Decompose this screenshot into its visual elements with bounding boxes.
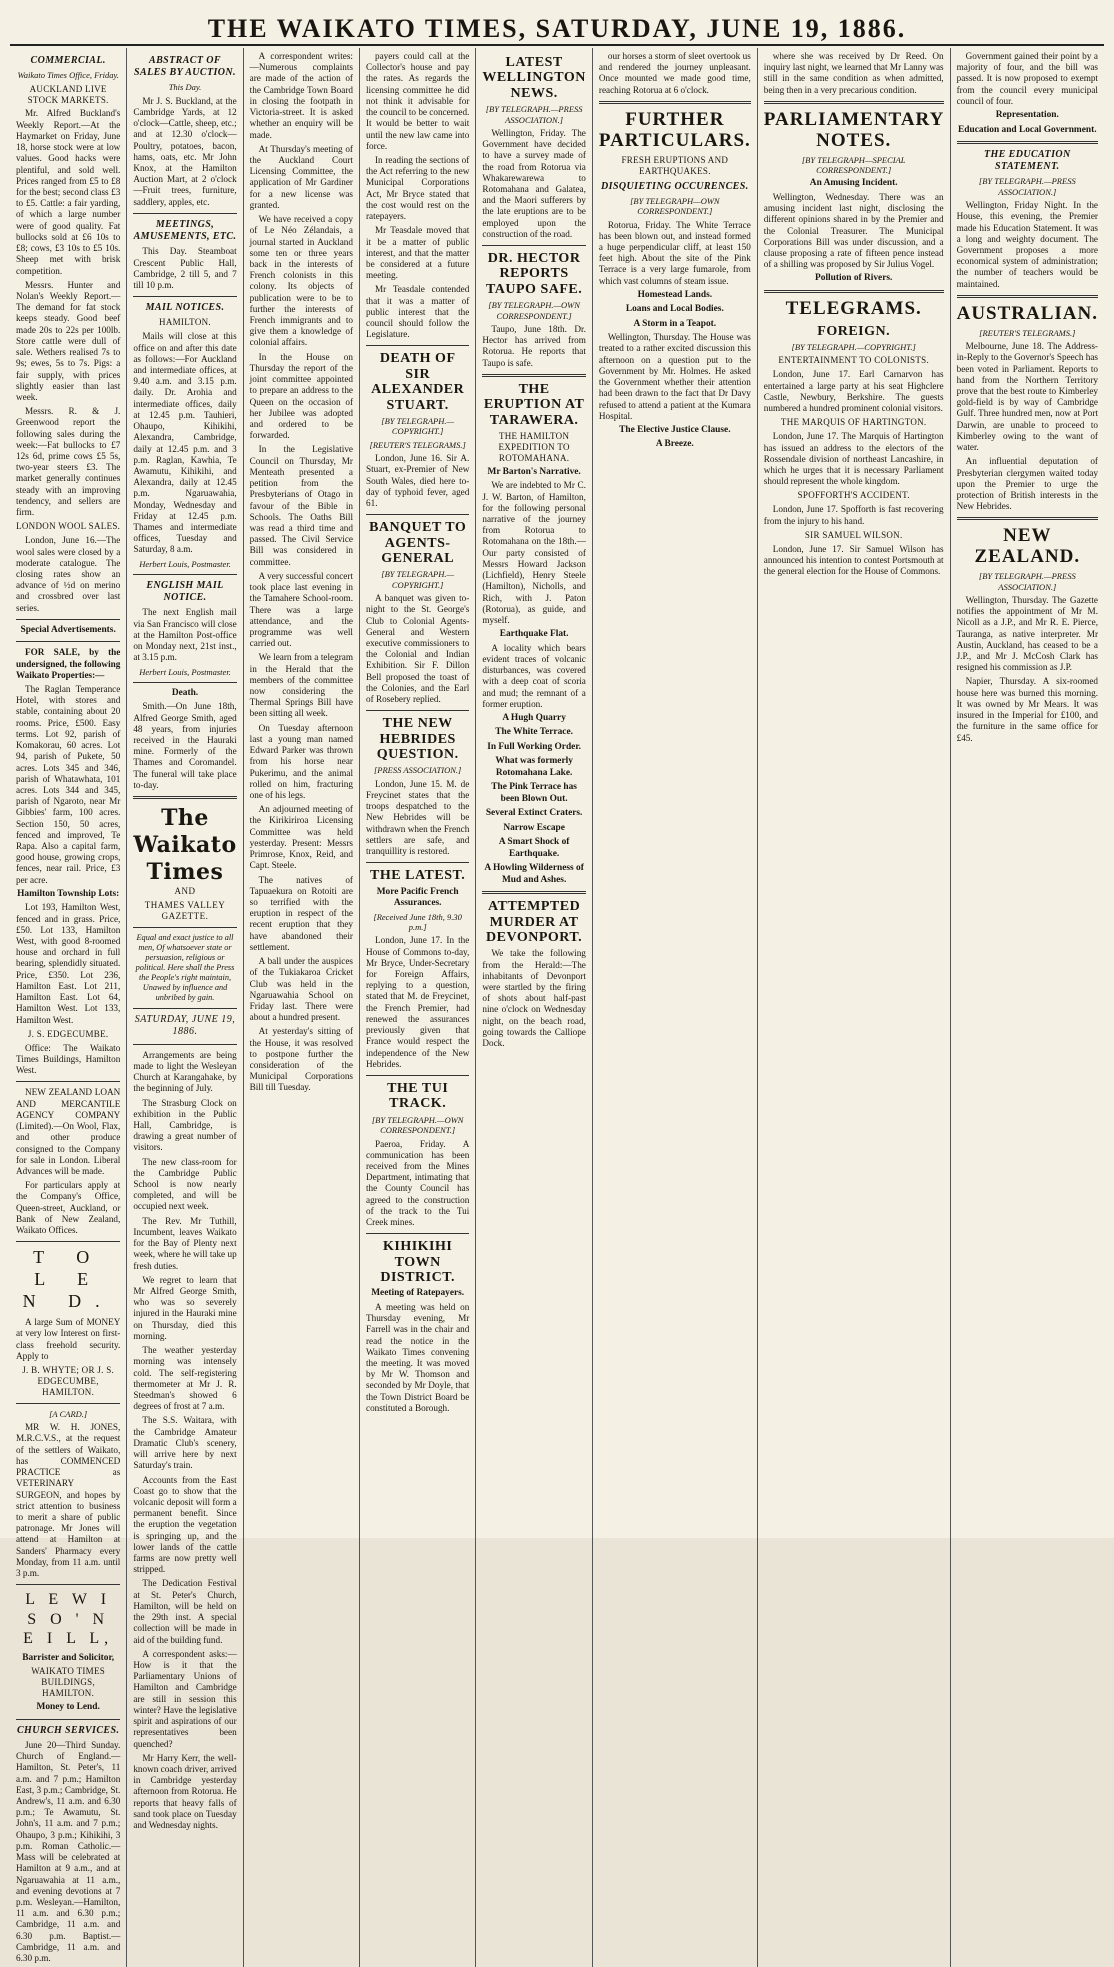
divider [366, 1233, 469, 1234]
earthquake-flat-heading: Earthquake Flat. [499, 629, 569, 640]
press-credit: [BY TELEGRAPH.—COPYRIGHT.] [791, 342, 916, 353]
breeze-heading: A Breeze. [655, 439, 694, 450]
card-label: [A CARD.] [49, 1408, 88, 1419]
education-local-heading: Education and Local Government. [958, 124, 1097, 135]
to-lend-heading: T O L E N D. [22, 1247, 114, 1312]
hector-heading: DR. HECTOR REPORTS TAUPO SAFE. [485, 251, 583, 297]
press-credit: [REUTER'S TELEGRAMS.] [979, 327, 1076, 338]
tui-track-heading: THE TUI TRACK. [387, 1081, 449, 1112]
divider [764, 290, 944, 293]
mail-place: HAMILTON. [159, 317, 211, 328]
press-credit: [BY TELEGRAPH—SPECIAL CORRESPONDENT.] [801, 154, 906, 176]
stock-report-3: Messrs. R. & J. Greenwood report the following sales during the week:—Fat bullocks to £7 12s 6d, prime cows £5 5s, two-year steers £3. The market generally continues steady with an improving tendency, and sellers are firm. [16, 406, 121, 518]
disquieting-heading: DISQUIETING OCCURENCES. [601, 180, 749, 192]
parliament-continued: Government gained their point by a majority of four, and the bill was passed. It is now proposed to exempt from the council every municipal council of four. [956, 51, 1098, 106]
extinct-craters-heading: Several Extinct Craters. [485, 808, 583, 819]
local-news-8: Accounts from the East Coast go to show that the volcanic deposit will form a permanent benefit. Since the eruption the vegetation is springing up, and the lower lands of the cattle farms are now pretty well stripped. [133, 1474, 237, 1575]
spofforth-heading: SPOFFORTH'S ACCIDENT. [797, 490, 910, 501]
column-8 [950, 48, 1104, 1967]
council-report-2: In reading the sections of the Act referring to the new Municipal Corporations Act, Mr Bryce stated that the cost would rest on the ratepayers. [366, 154, 470, 222]
township-lots-heading: Hamilton Township Lots: [17, 888, 120, 899]
local-news-3: The new class-room for the Cambridge Public School is now nearly completed, and will be occupied next week. [133, 1156, 237, 1212]
church-services-body: June 20—Third Sunday. Church of England.—Hamilton, St. Peter's, 11 a.m. and 7 p.m.; Hamilton East, 3 p.m.; Cambridge, St. Andrew's, 11 a.m. and 6.30 p.m.; Te Awamutu, St. John's, 11 a.m. and 7 p.m.; Ohaupo, 3 p.m.; Kihikihi, 3 p.m. Roman Catholic.—Mass will be celebrated at Hamilton at 9 a.m., and at Ngaruawahia at 11 a.m., and evening devotions at 7 p.m. Wesleyan.—Hamilton, 11 a.m. and 6.30 p.m.; Cambridge, 11 a.m. and 6.30 p.m. Baptist.—Cambridge, 11 a.m. and 6.30 p.m. [16, 1739, 121, 1964]
edgecumbe-office: Office: The Waikato Times Buildings, Hamilton West. [16, 1042, 121, 1076]
new-zealand-body: Wellington, Thursday. The Gazette notifies the appointment of Mr M. Nicoll as a J.P., and Mr R. E. Pierce, Tauranga, as native interpreter. Mr Austin, Auckland, has ceased to be a J.P., and Mr J. McCosh Clark has resigned his commission as J.P. [956, 594, 1098, 673]
pink-terrace-heading: The Pink Terrace has been Blown Out. [491, 782, 577, 804]
divider [482, 891, 586, 894]
further-particulars-body: Rotorua, Friday. The White Terrace has been blown out, and instead formed a huge perpendicular cliff, at least 150 feet high. About the site of the Pink Terrace is a very large fumarole, from which vast columns of steam issue. [598, 219, 751, 286]
spofforth-body: London, June 17. Spofforth is fast recovering from the injury to his hand. [763, 504, 944, 526]
local-news-10: A correspondent asks:—How is it that the Parliamentary Unions of Hamilton and Cambridge are still in session this winter? Have the legislative spirit and aspirations of our representatives been quenched? [133, 1648, 237, 1749]
column-6 [592, 48, 757, 1967]
local-news-18: We learn from a telegram in the Herald that the members of the committee now considering the Thermal Springs Bill have been sitting all week. [249, 652, 353, 719]
for-sale-ad: FOR SALE, by the undersigned, the following Waikato Properties:— [16, 647, 121, 680]
divider [133, 796, 236, 799]
wellington-news-body: Wellington, Friday. The Government have decided to have a survey made of the road from Rotorua via Whakarewarewa to Rotomahana and Galatea, and the Maori sufferers by the late eruptions are to be employed upon the construction of the road. [482, 127, 586, 239]
barton-narrative: We are indebted to Mr C. J. W. Barton, of Hamilton, for the following personal narrative of the journey from Rotorua to Rotomahana on the 18th.—Our party consisted of Messrs Howard Jackson (Lichfield), Henry Steele (Hamilton), Nicholls, and Rich, with J. Paton (Rotorua), as guide, and myself. [482, 480, 586, 626]
nz-loan-ad: NEW ZEALAND LOAN AND MERCANTILE AGENCY COMPANY (Limited).—On Wool, Flax, and other produce consigned to the Company for sale in London. Liberal Advances will be made. [16, 1087, 121, 1176]
devonport-continued: where she was received by Dr Reed. On inquiry last night, we learned that Mr Lanny was still in the same condition as when admitted, being then in a very precarious condition. [763, 51, 944, 95]
local-news-15: In the House on Thursday the report of the joint committee appointed to prepare an address to the Queen on the occasion of her Jubilee was adopted and ordered to be forwarded. [249, 351, 353, 441]
oneill-address: WAIKATO TIMES BUILDINGS, HAMILTON. [31, 1666, 106, 1699]
education-statement-body: Wellington, Friday Night. In the House, this evening, the Premier made his Education Statement. It was a long and weighty document. The Government proposes a more economical system of administration; the number of teachers would be maintained. [956, 200, 1098, 289]
to-lend-body: A large Sum of MONEY at very low Interest on first-class freehold security. Apply to [16, 1317, 121, 1361]
death-notice: Smith.—On June 18th, Alfred George Smith, aged 48 years, from injuries received in the Hauraki mine. Formerly of the Thames and Coromandel. The funeral will take place to-day. [133, 701, 237, 790]
issue-dateline: SATURDAY, JUNE 19, 1886. [134, 1014, 236, 1038]
hebrides-body: London, June 15. M. de Freycinet states that the troops despatched to the New Hebrides will be withdrawn when the French settlers are safe, and tranquillity is restored. [366, 778, 470, 857]
local-news-23: At yesterday's sitting of the House, it was resolved to postpone further the consideration of the Municipal Corporations Bill till Tuesday. [249, 1026, 353, 1093]
divider [957, 141, 1098, 144]
edgecumbe-signature: J. S. EDGECUMBE. [27, 1028, 109, 1039]
full-working-heading: In Full Working Order. [487, 741, 581, 752]
auction-abstract-heading: ABSTRACT OF SALES BY AUCTION. [134, 55, 236, 79]
press-credit: [BY TELEGRAPH—OWN CORRESPONDENT.] [630, 195, 720, 217]
hartington-body: London, June 17. The Marquis of Hartington has issued an address to the electors of the Rossendale division of northeast Lancashire, in which he urges that it is necessary Parliament should represent the whole kingdom. [763, 431, 944, 487]
teapot-body: Wellington, Thursday. The House was treated to a rather excited discussion this afternoon on a question put to the Government by Mr. Holmes. He asked the Government whether their attention had been drawn to the fact that Dr Davy refused to attend a patient at the Kumara Hospital. [598, 332, 751, 421]
divider [133, 296, 236, 297]
teapot-heading: A Storm in a Teapot. [633, 318, 717, 329]
parliamentary-notes-heading: PARLIAMENTARY NOTES. [763, 108, 945, 151]
wilderness-heading: A Howling Wilderness of Mud and Ashes. [484, 863, 584, 885]
quarry-heading: A Hugh Quarry [502, 713, 566, 724]
column-4 [359, 48, 475, 1967]
representation-heading: Representation. [995, 110, 1059, 121]
narrative-continued: our horses a storm of sleet overtook us and rendered the journey unpleasant. Once mounted we made good time, reaching Rotorua at 6 o'clock. [598, 51, 751, 95]
divider [764, 101, 944, 104]
parliamentary-notes-body: Wellington, Wednesday. There was an amusing incident last night, disclosing the different opinions shared in by the Premier and the Colonial Treasurer. The Municipal Corporations Bill was under discussion, and a clause proposing a rate of fifteen pence instead of a shilling was proposed by Sir Julius Vogel. [763, 191, 944, 270]
australian-body: Melbourne, June 18. The Address-in-Reply to the Governor's Speech has been voted in Parliament. Reports to hand from the Northern Territory prove that the best route to Kimberley gold-field is by way of Cambridge Gulf. Three hundred men, now at Port Darwin, are unable to proceed to Kimberley owing to the want of water. [956, 341, 1098, 453]
local-news-7: The S.S. Waitara, with the Cambridge Amateur Dramatic Club's scenery, will arrive here by next Saturday's train. [133, 1415, 237, 1471]
this-day-label: This Day. [168, 82, 202, 93]
wool-sales-heading: LONDON WOOL SALES. [16, 521, 121, 532]
masthead-rule [10, 44, 1104, 46]
received-note: [Received June 18th, 9.30 p.m.] [373, 911, 462, 933]
divider [957, 517, 1098, 520]
homestead-heading: Homestead Lands. [637, 289, 713, 300]
stock-markets-heading: AUCKLAND LIVE STOCK MARKETS. [27, 83, 109, 105]
pollution-heading: Pollution of Rivers. [815, 273, 893, 284]
divider [366, 1075, 469, 1076]
further-particulars-heading: FURTHER PARTICULARS. [598, 108, 751, 151]
death-heading: Death. [171, 687, 199, 698]
education-statement-heading: THE EDUCATION STATEMENT. [984, 149, 1071, 173]
napier-fire: Napier, Thursday. A six-roomed house here was burned this morning. It was owned by Mr Mears. It was insured in the Imperial for £100, and the furniture in the same office for £45. [956, 676, 1098, 743]
french-assurances-heading: More Pacific French Assurances. [376, 886, 459, 909]
columns [10, 48, 1104, 1964]
kihikihi-body: A meeting was held on Thursday evening, Mr Farrell was in the chair and read the notice in the Waikato Times convening the meeting. It was moved by Mr W. Thomson and seconded by Mr Doyle, that the Town District Board be constituted a Borough. [366, 1301, 470, 1413]
local-news-17: A very successful concert took place last evening in the Tamahere School-room. There was a large attendance, and the programme was well carried out. [249, 570, 353, 649]
local-news-12: A correspondent writes:—Numerous complaints are made of the action of the Cambridge Town Board in closing the footpath in Victoria-street. It is asked whether an enquiry will be made. [249, 51, 353, 140]
nameplate-subtitle: THAMES VALLEY GAZETTE. [144, 899, 226, 921]
wool-report: London, June 16.—The wool sales were closed by a moderate catalogue. The closing rates show an advance of ½d on merino and crossbred over last series. [16, 535, 121, 613]
french-assurances-body: London, June 17. In the House of Commons to-day, Mr Bryce, Under-Secretary for Foreign Affairs, replying to a question, stated that M. de Freycinet, the French Premier, had renewed the assurances previously given that France would respect the independence of the New Hebrides. [366, 935, 470, 1069]
new-zealand-heading: NEW ZEALAND. [974, 525, 1081, 568]
divider [16, 1403, 120, 1404]
mail-notices-heading: MAIL NOTICES. [145, 302, 225, 314]
divider [957, 295, 1098, 298]
auction-abstract-body: Mr J. S. Buckland, at the Cambridge Yards, at 12 o'clock—Cattle, sheep, etc.; and at 12.30 o'clock—Poultry, potatoes, bacon, hams, oats, etc. Mr John Knox, at the Hamilton Auction Mart, at 2 o'clock—Fruit trees, furniture, saddlery, apples, etc. [133, 95, 237, 207]
local-news-14: We have received a copy of Le Néo Zélandais, a journal started in Auckland some ten or three years back in the interests of French colonists in this colony. Its objects of publication were to be to further the interests of French immigrants and to give them a knowledge of colonial affairs. [249, 214, 353, 348]
hector-body: Taupo, June 18th. Dr. Hector has arrived from Rotorua. He reports that Taupo is safe. [482, 323, 586, 368]
meetings-heading: MEETINGS, AMUSEMENTS, ETC. [133, 218, 237, 243]
divider [366, 345, 469, 346]
nameplate-and: AND [174, 885, 196, 896]
further-particulars-subheading: FRESH ERUPTIONS AND EARTHQUAKES. [621, 154, 729, 176]
local-news-11: Mr Harry Kerr, the well-known coach driver, arrived in Cambridge yesterday afternoon from Rotorua. He reports that heavy falls of sand took place on Tuesday and Wednesday nights. [133, 1752, 237, 1831]
divider [133, 927, 236, 928]
divider [16, 619, 120, 620]
english-mail-body: The next English mail via San Francisco will close at the Hamilton Post-office on Monday next, 21st inst., at 3.15 p.m. [133, 607, 237, 663]
divider [133, 574, 236, 575]
amusing-incident-heading: An Amusing Incident. [809, 178, 898, 189]
column-7 [757, 48, 950, 1967]
divider [16, 641, 120, 642]
hartington-heading: THE MARQUIS OF HARTINGTON. [780, 417, 927, 428]
tui-track-body: Paeroa, Friday. A communication has been received from the Mines Department, intimating that the County Council has agreed to the construction of the track to the Tui Creek mines. [366, 1138, 470, 1228]
mail-notices-body: Mails will close at this office on and after this date as follows:—For Auckland and intermediate offices, at 9.40 a.m. and 3.15 p.m. daily. Dr. Arohia and intermediate offices, daily at 12.45 p.m. Tauhieri, Ohaupo, Kihikihi, Alexandra, Cambridge, daily at 12.45 p.m. and 3 p.m. Raglan, Kawhia, Te Awamutu, Kihikihi, and Alexandra, daily at 12.45 p.m. Ngaruawahia, Monday, Wednesday and Friday at 12.45 p.m. Thames and intermediate offices, Tuesday and Saturday, 8 a.m. [133, 331, 237, 555]
press-credit: [BY TELEGRAPH.—PRESS ASSOCIATION.] [978, 176, 1076, 197]
narrow-escape-heading: Narrow Escape [503, 822, 565, 833]
money-to-lend: Money to Lend. [36, 1702, 100, 1713]
divider [133, 1044, 236, 1045]
hebrides-heading: THE NEW HEBRIDES QUESTION. [376, 716, 459, 763]
stock-report-1: Mr. Alfred Buckland's Weekly Report.—At the Haymarket on Friday, June 18, horse stock were at low values. Good hacks were plentiful, and sold well. Prices ranged from £5 to £8 for the best; second class £3 to £5. Cattle: a fair yarding, of which a large number were of good quality. Fat bullocks sold at £6 10s to £8; cows, £3 10s to £5 10s. Sheep met with brisk competition. [16, 108, 121, 276]
motto: Equal and exact justice to all men, Of whatsoever state or persuasion, religious or political. Here shall the Press the People's right maintain, Unawed by influence and unbribed by gain. [135, 932, 235, 1003]
meetings-body: This Day. Steamboat Crescent Public Hall, Cambridge, 2 till 5, and 7 till 10 p.m. [133, 246, 237, 290]
press-credit: [BY TELEGRAPH.—PRESS ASSOCIATION.] [485, 104, 583, 125]
divider [482, 245, 586, 246]
local-news-13: At Thursday's meeting of the Auckland Court Licensing Committee, the application of Mr Gardiner for a new license was granted. [249, 143, 353, 210]
latest-heading: THE LATEST. [370, 868, 466, 884]
divider [599, 101, 751, 104]
banquet-body: A banquet was given to-night to the St. George's Club to Colonial Agents-General and Western executive commissioners to the Colonial and Indian Exhibition. Sir F. Dillon Bell proposed the toast of the Colonies, and the Earl of Rosebery replied. [366, 593, 470, 705]
oneill-heading: L E W I S O ' N E I L L, [23, 1591, 114, 1648]
press-credit: [PRESS ASSOCIATION.] [373, 765, 462, 776]
oneill-title: Barrister and Solicitor, [22, 1652, 115, 1663]
divider [133, 1008, 236, 1009]
local-news-21: The natives of Tapuaekura on Rotoiti are so terrified with the eruption in respect of the recent eruption that they have abandoned their settlement. [249, 874, 353, 952]
stock-report-2: Messrs. Hunter and Nolan's Weekly Report.—The demand for fat stock keeps steady. Good beef made 20s to 22s per 100lb. Store cattle were dull of sale. Wethers realised 7s to 9s; ewes, 5s to 7s. Pigs: a fair supply, with prices slightly easier than last week. [16, 279, 121, 402]
press-credit: [BY TELEGRAPH.—COPYRIGHT.] [381, 569, 455, 590]
local-news-2: The Strasburg Clock on exhibition in the Public Hall, Cambridge, is drawing a great number of visitors. [133, 1097, 237, 1153]
barton-heading: Mr Barton's Narrative. [487, 466, 581, 477]
local-news-22: A ball under the auspices of the Tukiakaroa Cricket Club was held in the Ngaruawahia School on Friday last. There were about a hundred present. [249, 956, 353, 1023]
telegrams-heading: TELEGRAMS. [785, 297, 922, 319]
divider [366, 514, 469, 515]
divider [366, 710, 469, 711]
column-1 [10, 48, 126, 1967]
veterinary-ad: MR W. H. JONES, M.R.C.V.S., at the request of the settlers of Waikato, has COMMENCED PRACTICE as VETERINARY SURGEON, and hopes by strict attention to business to merit a share of public patronage. Mr Jones will attend at Hamilton at Sanders' Pharmacy every Monday, from 11 a.m. until 3 p.m. [16, 1422, 121, 1579]
devonport-body: We take the following from the Herald:—The inhabitants of Devonport were startled by the firing of shots about half-past nine o'clock on Wednesday night, on the beach road, going towards the Calliope Dock. [482, 948, 586, 1049]
expedition-heading: THE HAMILTON EXPEDITION TO ROTOMAHANA. [498, 431, 570, 463]
column-5 [475, 48, 592, 1967]
foreign-heading: FOREIGN. [817, 323, 891, 339]
column-2 [126, 48, 242, 1967]
eruption-heading: THE ERUPTION AT TARAWERA. [483, 381, 585, 428]
rotomahana-lake-heading: What was formerly Rotomahana Lake. [495, 756, 573, 778]
elective-justice-heading: The Elective Justice Clause. [619, 424, 731, 435]
local-news-1: Arrangements are being made to light the Wesleyan Church at Karangahake, by the beginning of July. [133, 1049, 237, 1094]
entertainment-heading: ENTERTAINMENT TO COLONISTS. [778, 355, 929, 366]
wellington-news-heading: LATEST WELLINGTON NEWS. [482, 55, 586, 101]
australian-heading: AUSTRALIAN. [956, 302, 1098, 324]
local-news-6: The weather yesterday morning was intensely cold. The self-registering thermometer at Mr J. R. Steedman's showed 6 degrees of frost at 7 a.m. [133, 1345, 237, 1412]
wilson-heading: SIR SAMUEL WILSON. [804, 529, 903, 540]
local-news-5: We regret to learn that Mr Alfred George Smith, who was so severely injured in the Hauraki mine on Thursday, died this morning. [133, 1274, 237, 1341]
divider [133, 682, 236, 683]
press-credit: [BY TELEGRAPH.—OWN CORRESPONDENT.] [371, 1114, 464, 1136]
divider [366, 862, 469, 863]
commercial-subheading: Waikato Times Office, Friday. [17, 70, 119, 81]
divider [16, 1241, 120, 1242]
english-mail-heading: ENGLISH MAIL NOTICE. [146, 580, 224, 604]
masthead: THE WAIKATO TIMES, SATURDAY, JUNE 19, 1886. [207, 14, 907, 43]
english-mail-signature: Herbert Louis, Postmaster. [139, 666, 231, 677]
banquet-heading: BANQUET TO AGENTS-GENERAL [369, 520, 467, 566]
council-report-3: Mr Teasdale moved that it be a matter of public interest, and that the matter be considered at a future meeting. [366, 225, 470, 281]
kihikihi-heading: KIHIKIHI TOWN DISTRICT. [380, 1239, 455, 1286]
white-terrace-heading: The White Terrace. [495, 727, 573, 738]
commercial-heading: COMMERCIAL. [30, 55, 106, 66]
loans-heading: Loans and Local Bodies. [625, 304, 724, 315]
press-credit: [REUTER'S TELEGRAMS.] [369, 439, 466, 450]
divider [16, 1584, 120, 1585]
column-3 [243, 48, 359, 1967]
earthquake-shock-heading: A Smart Shock of Earthquake. [498, 837, 570, 859]
local-news-9: The Dedication Festival at St. Peter's Church, Hamilton, will be held on the 29th inst. A special collection will be made in aid of the building fund. [133, 1578, 237, 1645]
mail-signature: Herbert Louis, Postmaster. [139, 558, 231, 569]
nameplate: The Waikato Times [133, 805, 237, 885]
local-news-20: An adjourned meeting of the Kirikiriroa Licensing Committee was held yesterday. Present: Messrs Primrose, Knox, Reid, and Capt. Steele. [249, 804, 353, 871]
divider [133, 213, 236, 214]
presbyterian-deputation: An influential deputation of Presbyterian clergymen waited today upon the Premier to urge the protection of British interests in the New Hebrides. [956, 456, 1098, 512]
stuart-death-body: London, June 16. Sir A. Stuart, ex-Premier of New South Wales, died here to-day of typhoid fever, aged 61. [366, 453, 470, 508]
press-credit: [BY TELEGRAPH.—COPYRIGHT.] [381, 416, 455, 437]
nz-loan-body: For particulars apply at the Company's Office, Queen-street, Auckland, or Bank of New Zealand, Waikato Offices. [16, 1180, 121, 1236]
earthquake-flat-body: A locality which bears evident traces of volcanic disturbances, was covered with a deep coat of scoria and mud; the remnant of a former eruption. [482, 642, 586, 709]
wilson-body: London, June 17. Sir Samuel Wilson has announced his intention to contest Portsmouth at the general election for the House of Commons. [763, 543, 944, 577]
press-credit: [BY TELEGRAPH.—PRESS ASSOCIATION.] [978, 571, 1076, 592]
to-lend-signature: J. B. WHYTE; OR J. S. EDGECUMBE, HAMILTON. [22, 1365, 115, 1397]
divider [16, 1081, 120, 1082]
council-report-1: payers could call at the Collector's house and pay the rates. As regards the licensing committee he did not think it advisable for the council to be concerned. It would be better to wait until the new law came into force. [366, 51, 470, 151]
local-news-16: In the Legislative Council on Thursday, Mr Menteath presented a petition from the Presbyterians of Otago in favour of the Bible in Schools. The Oaths Bill was read a third time and passed. The Civil Service Bill was considered in committee. [249, 444, 353, 567]
ratepayers-heading: Meeting of Ratepayers. [371, 1288, 465, 1299]
for-sale-body: The Raglan Temperance Hotel, with stores and stable, containing about 20 rooms. Price, £500. Easy terms. Lot 92, parish of Komakorau, 60 acres. Lot 94, parish of Pukete, 50 acres. Lots 345 and 346, parish of Whatawhata, 101 acres. Lots 344 and 345, parish of Ngaroto, near Mr Gibbies' farm, 100 acres. Section 150, 50 acres, fenced and improved, Te Rapa. Also a capital farm, good house, growing crops, fences, near rail. Price, £3 per acre. [16, 683, 121, 885]
local-news-19: On Tuesday afternoon last a young man named Edward Parker was thrown from his horse near Pukerimu, and the animal rolled on him, fracturing one of his legs. [249, 722, 353, 800]
council-report-4: Mr Teasdale contended that it was a matter of public interest that the council should follow the Legislature. [366, 284, 470, 340]
township-lots-body: Lot 193, Hamilton West, fenced and in grass. Price, £50. Lot 133, Hamilton West, with good 8-roomed house and orchard in full bearing, splendidly situated. Price, £350. Lot 236, Hamilton East. Lot 211, Hamilton East. Lot 64, Hamilton West. Lot 133, Hamilton West. [16, 902, 121, 1025]
entertainment-body: London, June 17. Earl Carnarvon has entertained a large party at his seat Highclere Castle, Newbury, Berkshire. The guests numbered a hundred prominent colonial visitors. [763, 369, 944, 414]
divider [482, 374, 586, 377]
local-news-4: The Rev. Mr Tuthill, Incumbent, leaves Waikato for the Bay of Plenty next week, where he will take up fresh duties. [133, 1215, 237, 1271]
devonport-heading: ATTEMPTED MURDER AT DEVONPORT. [486, 899, 583, 945]
divider [16, 1719, 120, 1720]
special-ads-heading: Special Advertisements. [20, 624, 116, 635]
stuart-death-heading: DEATH OF SIR ALEXANDER STUART. [371, 351, 465, 413]
press-credit: [BY TELEGRAPH.—OWN CORRESPONDENT.] [488, 300, 580, 321]
church-services-heading: CHURCH SERVICES. [16, 1724, 120, 1736]
